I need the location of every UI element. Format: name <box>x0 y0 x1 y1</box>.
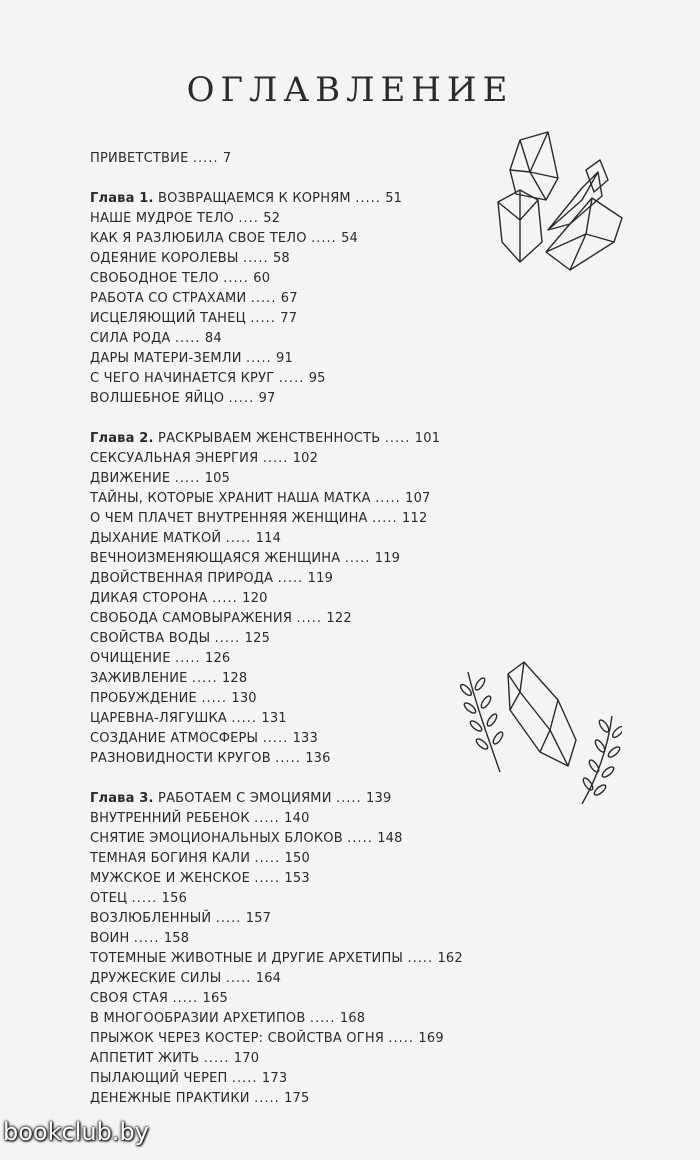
toc-entry-title: ПРЫЖОК ЧЕРЕЗ КОСТЕР: СВОЙСТВА ОГНЯ <box>90 1031 385 1046</box>
toc-entry-page: 136 <box>305 751 331 766</box>
toc-entry[interactable]: РАБОТА СО СТРАХАМИ ..... 67 <box>90 291 298 306</box>
toc-entry-page: 119 <box>374 551 401 566</box>
toc-entry[interactable]: СОЗДАНИЕ АТМОСФЕРЫ ..... 133 <box>90 731 318 746</box>
toc-entry[interactable]: ДЕНЕЖНЫЕ ПРАКТИКИ ..... 175 <box>90 1091 310 1106</box>
chapter-page: 101 <box>414 431 441 446</box>
toc-entry-title: СВОЯ СТАЯ <box>90 991 169 1006</box>
chapter-3-heading[interactable]: Глава 3. РАБОТАЕМ С ЭМОЦИЯМИ ..... 139 <box>90 791 392 806</box>
toc-entry[interactable]: НАШЕ МУДРОЕ ТЕЛО .... 52 <box>90 211 281 226</box>
toc-entry[interactable]: ДВИЖЕНИЕ ..... 105 <box>90 471 231 486</box>
toc-entry-title: ОТЕЦ <box>90 891 128 906</box>
toc-entry-page: 126 <box>204 651 231 666</box>
toc-entry-page: 165 <box>202 991 228 1006</box>
toc-entry[interactable]: ДВОЙСТВЕННАЯ ПРИРОДА ..... 119 <box>90 571 334 586</box>
toc-entry-title: ВНУТРЕННИЙ РЕБЕНОК <box>90 811 250 826</box>
toc-entry-title: АППЕТИТ ЖИТЬ <box>90 1051 200 1066</box>
toc-entry-page: 97 <box>258 391 276 406</box>
toc-entry-page: 91 <box>276 351 293 366</box>
table-of-contents <box>90 149 530 1109</box>
toc-entry-title: ВОЛШЕБНОЕ ЯЙЦО <box>90 391 225 406</box>
toc-entry-page: 120 <box>242 591 268 606</box>
toc-entry-page: 170 <box>233 1051 260 1066</box>
toc-entry-page: 58 <box>272 251 290 266</box>
toc-entry-page: 77 <box>280 311 298 326</box>
toc-entry[interactable]: МУЖСКОЕ И ЖЕНСКОЕ ..... 153 <box>90 871 310 886</box>
toc-entry[interactable]: СВОБОДА САМОВЫРАЖЕНИЯ ..... 122 <box>90 611 352 626</box>
toc-entry[interactable]: КАК Я РАЗЛЮБИЛА СВОЕ ТЕЛО ..... 54 <box>90 231 359 246</box>
toc-entry-page: 54 <box>341 231 359 246</box>
toc-entry[interactable]: ВНУТРЕННИЙ РЕБЕНОК ..... 140 <box>90 811 310 826</box>
toc-entry-title: ТАЙНЫ, КОТОРЫЕ ХРАНИТ НАША МАТКА <box>90 491 371 506</box>
toc-entry[interactable]: ВОИН ..... 158 <box>90 931 190 946</box>
toc-entry-title: ДЫХАНИЕ МАТКОЙ <box>90 531 222 546</box>
toc-entry-page: 153 <box>284 871 310 886</box>
toc-entry-page: 67 <box>280 291 298 306</box>
toc-entry-page: 131 <box>261 711 287 726</box>
crystal-cluster-icon <box>490 130 640 280</box>
toc-entry[interactable]: В МНОГООБРАЗИИ АРХЕТИПОВ ..... 168 <box>90 1011 366 1026</box>
chapter-page: 51 <box>385 191 403 206</box>
toc-entry[interactable]: СВОБОДНОЕ ТЕЛО ..... 60 <box>90 271 271 286</box>
toc-entry-page: 157 <box>245 911 272 926</box>
toc-entry-page: 140 <box>284 811 310 826</box>
toc-entry-title: НАШЕ МУДРОЕ ТЕЛО <box>90 211 234 226</box>
toc-entry[interactable]: ТОТЕМНЫЕ ЖИВОТНЫЕ И ДРУГИЕ АРХЕТИПЫ ..... 162 <box>90 951 463 966</box>
toc-entry-title: ВОЗЛЮБЛЕННЫЙ <box>90 911 212 926</box>
chapter-2-heading[interactable]: Глава 2. РАСКРЫВАЕМ ЖЕНСТВЕННОСТЬ ..... 101 <box>90 431 441 446</box>
toc-entry-page: 105 <box>204 471 231 486</box>
toc-entry-page: 52 <box>263 211 281 226</box>
toc-entry-title: ПРИВЕТСТВИЕ <box>90 151 189 166</box>
toc-entry-title: СВОБОДНОЕ ТЕЛО <box>90 271 219 286</box>
toc-entry[interactable]: РАЗНОВИДНОСТИ КРУГОВ ..... 136 <box>90 751 331 766</box>
watermark: bookclub.by <box>3 1118 149 1146</box>
toc-entry[interactable]: ТАЙНЫ, КОТОРЫЕ ХРАНИТ НАША МАТКА ..... 107 <box>90 491 431 506</box>
toc-entry[interactable]: ОЧИЩЕНИЕ ..... 126 <box>90 651 231 666</box>
toc-entry-title: О ЧЕМ ПЛАЧЕТ ВНУТРЕННЯЯ ЖЕНЩИНА <box>90 511 368 526</box>
toc-entry-page: 119 <box>307 571 334 586</box>
chapter-prefix: Глава 3. <box>90 791 154 806</box>
chapter-1-heading[interactable]: Глава 1. ВОЗВРАЩАЕМСЯ К КОРНЯМ ..... 51 <box>90 191 403 206</box>
toc-entry[interactable]: СВОЙСТВА ВОДЫ ..... 125 <box>90 631 271 646</box>
toc-entry-title: РАЗНОВИДНОСТИ КРУГОВ <box>90 751 271 766</box>
toc-entry[interactable]: ПЫЛАЮЩИЙ ЧЕРЕП ..... 173 <box>90 1071 288 1086</box>
toc-entry-title: ТОТЕМНЫЕ ЖИВОТНЫЕ И ДРУГИЕ АРХЕТИПЫ <box>90 951 404 966</box>
toc-entry-title: ДРУЖЕСКИЕ СИЛЫ <box>90 971 222 986</box>
toc-entry[interactable]: С ЧЕГО НАЧИНАЕТСЯ КРУГ ..... 95 <box>90 371 326 386</box>
toc-entry[interactable]: ПРОБУЖДЕНИЕ ..... 130 <box>90 691 257 706</box>
toc-entry-page: 150 <box>284 851 310 866</box>
toc-entry[interactable]: СВОЯ СТАЯ ..... 165 <box>90 991 228 1006</box>
chapter-page: 139 <box>366 791 392 806</box>
leaf-sprig-icon <box>578 712 622 808</box>
toc-entry-title: СОЗДАНИЕ АТМОСФЕРЫ <box>90 731 259 746</box>
toc-entry-title: ВЕЧНОИЗМЕНЯЮЩАЯСЯ ЖЕНЩИНА <box>90 551 341 566</box>
toc-entry-title: СИЛА РОДА <box>90 331 171 346</box>
toc-entry-page: 125 <box>244 631 271 646</box>
toc-entry-page: 128 <box>221 671 248 686</box>
toc-entry-title: СВОЙСТВА ВОДЫ <box>90 631 211 646</box>
toc-entry[interactable]: ЗАЖИВЛЕНИЕ ..... 128 <box>90 671 248 686</box>
toc-entry[interactable]: ДРУЖЕСКИЕ СИЛЫ ..... 164 <box>90 971 282 986</box>
page-title: ОГЛАВЛЕНИЕ <box>186 70 514 110</box>
toc-entry-title: В МНОГООБРАЗИИ АРХЕТИПОВ <box>90 1011 306 1026</box>
toc-entry-page: 162 <box>437 951 463 966</box>
toc-entry[interactable]: СЕКСУАЛЬНАЯ ЭНЕРГИЯ ..... 102 <box>90 451 319 466</box>
toc-entry[interactable]: ВЕЧНОИЗМЕНЯЮЩАЯСЯ ЖЕНЩИНА ..... 119 <box>90 551 401 566</box>
toc-entry-title: ДВОЙСТВЕННАЯ ПРИРОДА <box>90 571 274 586</box>
toc-entry-title: СЕКСУАЛЬНАЯ ЭНЕРГИЯ <box>90 451 259 466</box>
toc-entry[interactable]: ЦАРЕВНА-ЛЯГУШКА ..... 131 <box>90 711 287 726</box>
toc-entry[interactable]: АППЕТИТ ЖИТЬ ..... 170 <box>90 1051 260 1066</box>
toc-entry-page: 7 <box>222 151 232 166</box>
toc-entry-title: ВОИН <box>90 931 130 946</box>
toc-entry-page: 173 <box>261 1071 288 1086</box>
toc-entry-page: 84 <box>204 331 222 346</box>
toc-entry[interactable]: ДЫХАНИЕ МАТКОЙ ..... 114 <box>90 531 282 546</box>
toc-entry-page: 168 <box>339 1011 366 1026</box>
toc-entry-page: 95 <box>308 371 326 386</box>
toc-entry-title: ПРОБУЖДЕНИЕ <box>90 691 197 706</box>
toc-entry-page: 164 <box>255 971 282 986</box>
toc-entry[interactable]: ОДЕЯНИЕ КОРОЛЕВЫ ..... 58 <box>90 251 290 266</box>
toc-entry[interactable]: ИСЦЕЛЯЮЩИЙ ТАНЕЦ ..... 77 <box>90 311 298 326</box>
toc-entry[interactable]: ОТЕЦ ..... 156 <box>90 891 188 906</box>
toc-entry-page: 156 <box>161 891 188 906</box>
toc-entry-title: ДИКАЯ СТОРОНА <box>90 591 208 606</box>
toc-entry-title: КАК Я РАЗЛЮБИЛА СВОЕ ТЕЛО <box>90 231 307 246</box>
toc-entry-intro[interactable]: ПРИВЕТСТВИЕ ..... 7 <box>90 151 232 166</box>
chapter-title: ВОЗВРАЩАЕМСЯ К КОРНЯМ <box>158 191 351 206</box>
toc-entry-title: МУЖСКОЕ И ЖЕНСКОЕ <box>90 871 251 886</box>
toc-entry-page: 112 <box>402 511 428 526</box>
toc-entry-title: ЗАЖИВЛЕНИЕ <box>90 671 188 686</box>
chapter-prefix: Глава 1. <box>90 191 154 206</box>
chapter-title: РАБОТАЕМ С ЭМОЦИЯМИ <box>158 791 332 806</box>
toc-entry-title: СНЯТИЕ ЭМОЦИОНАЛЬНЫХ БЛОКОВ <box>90 831 343 846</box>
toc-entry-title: ОЧИЩЕНИЕ <box>90 651 171 666</box>
toc-entry-title: ЦАРЕВНА-ЛЯГУШКА <box>90 711 227 726</box>
toc-entry-page: 122 <box>326 611 352 626</box>
toc-entry-title: ПЫЛАЮЩИЙ ЧЕРЕП <box>90 1071 228 1086</box>
toc-entry-page: 60 <box>253 271 271 286</box>
toc-entry[interactable]: ДАРЫ МАТЕРИ-ЗЕМЛИ ..... 91 <box>90 351 293 366</box>
toc-entry-page: 107 <box>405 491 431 506</box>
toc-entry-page: 130 <box>231 691 257 706</box>
toc-entry-title: ДЕНЕЖНЫЕ ПРАКТИКИ <box>90 1091 250 1106</box>
toc-entry[interactable]: ДИКАЯ СТОРОНА ..... 120 <box>90 591 268 606</box>
toc-entry-page: 175 <box>284 1091 310 1106</box>
toc-entry-page: 133 <box>292 731 318 746</box>
toc-entry-title: ДВИЖЕНИЕ <box>90 471 171 486</box>
toc-entry[interactable]: ВОЗЛЮБЛЕННЫЙ ..... 157 <box>90 911 272 926</box>
toc-entry-page: 102 <box>292 451 319 466</box>
toc-entry-title: СВОБОДА САМОВЫРАЖЕНИЯ <box>90 611 293 626</box>
toc-entry-title: С ЧЕГО НАЧИНАЕТСЯ КРУГ <box>90 371 275 386</box>
crystal-icon <box>500 660 582 772</box>
toc-entry[interactable]: ВОЛШЕБНОЕ ЯЙЦО ..... 97 <box>90 391 276 406</box>
toc-entry[interactable]: ТЕМНАЯ БОГИНЯ КАЛИ ..... 150 <box>90 851 310 866</box>
toc-entry[interactable]: ПРЫЖОК ЧЕРЕЗ КОСТЕР: СВОЙСТВА ОГНЯ ..... 169 <box>90 1031 444 1046</box>
toc-entry-title: ОДЕЯНИЕ КОРОЛЕВЫ <box>90 251 239 266</box>
toc-entry-title: ДАРЫ МАТЕРИ-ЗЕМЛИ <box>90 351 242 366</box>
chapter-prefix: Глава 2. <box>90 431 154 446</box>
toc-entry[interactable]: СНЯТИЕ ЭМОЦИОНАЛЬНЫХ БЛОКОВ ..... 148 <box>90 831 403 846</box>
toc-entry[interactable]: СИЛА РОДА ..... 84 <box>90 331 222 346</box>
toc-entry-title: ИСЦЕЛЯЮЩИЙ ТАНЕЦ <box>90 311 246 326</box>
chapter-title: РАСКРЫВАЕМ ЖЕНСТВЕННОСТЬ <box>158 431 381 446</box>
toc-entry-page: 158 <box>163 931 190 946</box>
toc-entry-title: РАБОТА СО СТРАХАМИ <box>90 291 247 306</box>
toc-entry[interactable]: О ЧЕМ ПЛАЧЕТ ВНУТРЕННЯЯ ЖЕНЩИНА ..... 112 <box>90 511 428 526</box>
toc-entry-title: ТЕМНАЯ БОГИНЯ КАЛИ <box>90 851 251 866</box>
toc-entry-page: 148 <box>377 831 403 846</box>
toc-entry-page: 169 <box>418 1031 444 1046</box>
toc-entry-page: 114 <box>255 531 282 546</box>
